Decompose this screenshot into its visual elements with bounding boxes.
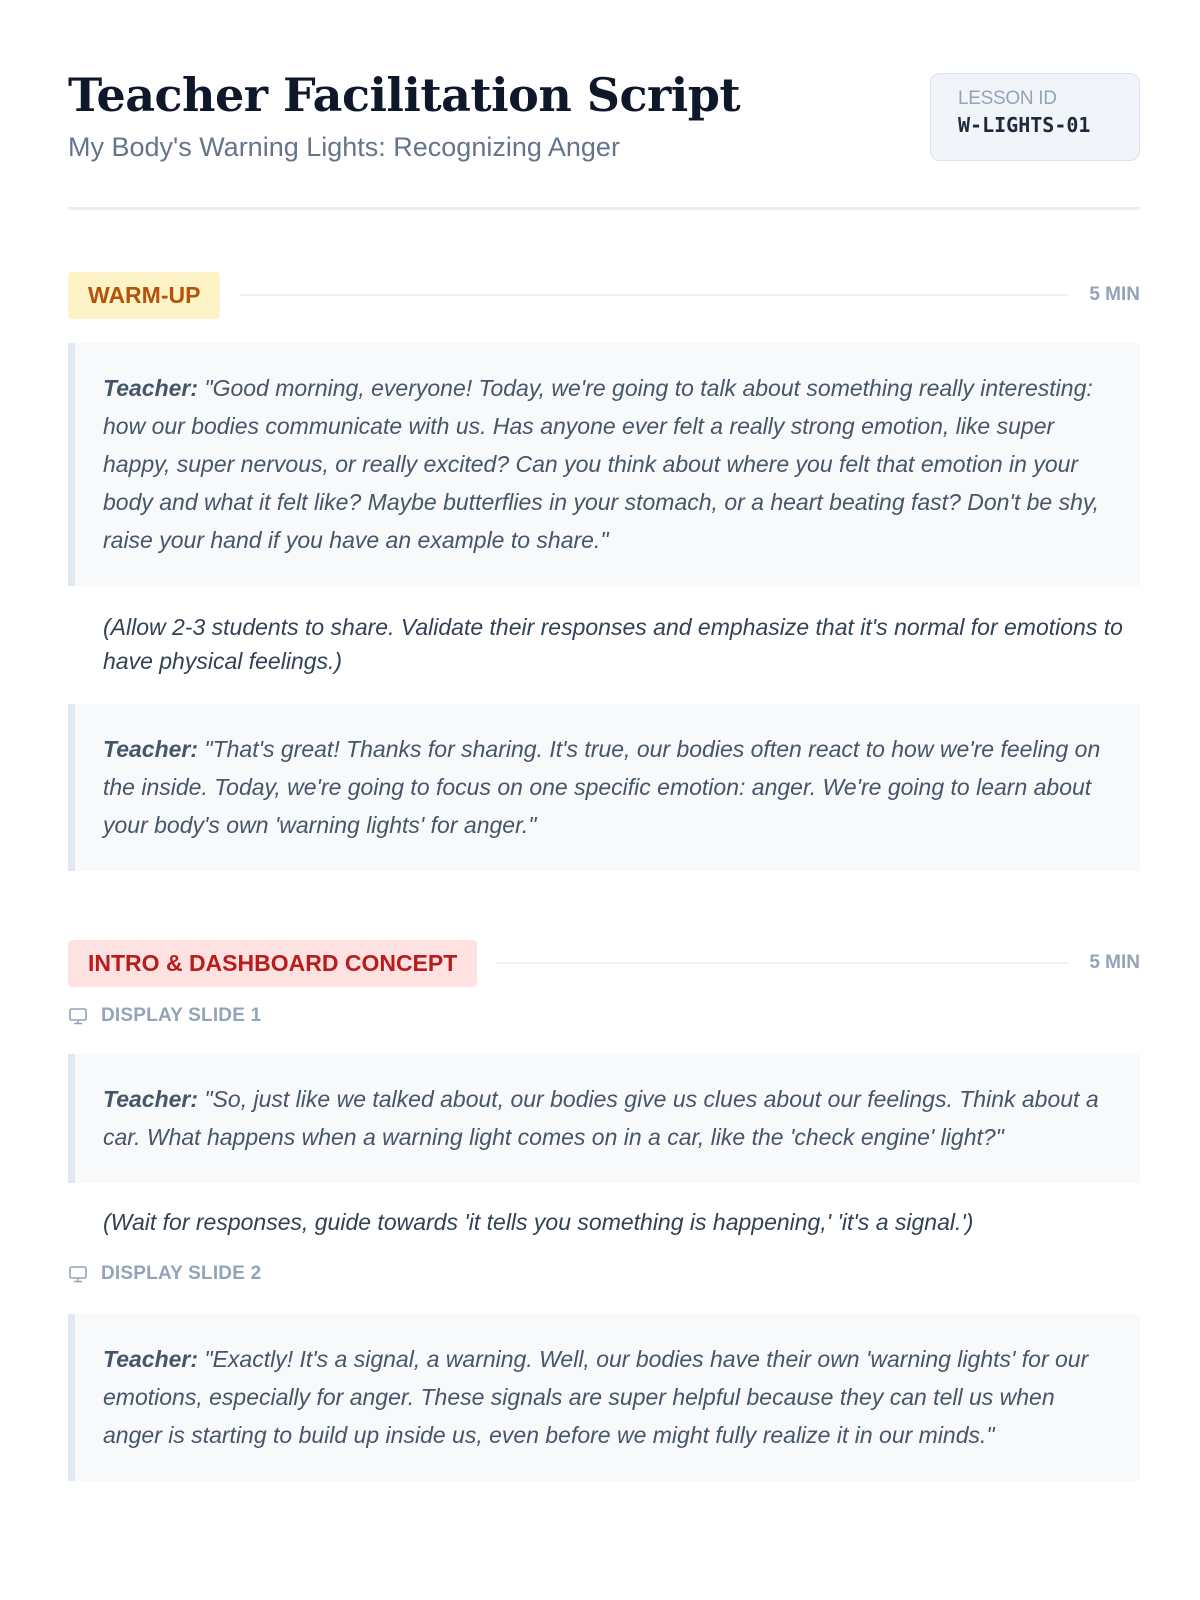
quote-text: "Exactly! It's a signal, a warning. Well, our bodies have their own 'warning lights' for our emotions, especially for anger. These signals are super helpful because they can tell us when anger is starting to build up inside us, even before we might fully realize it in our minds." bbox=[103, 1346, 1089, 1448]
speaker-label: Teacher: bbox=[103, 1086, 199, 1112]
teacher-quote bbox=[68, 343, 1140, 586]
speaker-label: Teacher: bbox=[103, 375, 199, 401]
slide-cue bbox=[68, 1001, 1140, 1031]
teacher-quote bbox=[68, 1054, 1140, 1183]
lesson-id-card bbox=[930, 73, 1140, 161]
section-divider bbox=[240, 294, 1069, 296]
section-header bbox=[68, 939, 1140, 987]
speaker-label: Teacher: bbox=[103, 736, 199, 762]
quote-text: "That's great! Thanks for sharing. It's true, our bodies often react to how we're feeling on the inside. Today, we're going to focus on one specific emotion: anger. We're going to learn about your body's own 'warning lights' for anger." bbox=[103, 736, 1101, 838]
section-duration: 5 MIN bbox=[1089, 284, 1140, 305]
page-header bbox=[68, 0, 1140, 210]
monitor-icon bbox=[68, 1264, 88, 1284]
page-title: Teacher Facilitation Script bbox=[68, 68, 741, 122]
section-warm-up bbox=[68, 271, 1140, 871]
speaker-label: Teacher: bbox=[103, 1346, 199, 1372]
section-intro-dashboard bbox=[68, 939, 1140, 1481]
quote-text: "So, just like we talked about, our bodies give us clues about our feelings. Think about a car. What happens when a warning light comes on in a car, like the 'check engine' light?" bbox=[103, 1086, 1099, 1150]
monitor-icon bbox=[68, 1006, 88, 1026]
stage-direction: (Wait for responses, guide towards 'it tells you something is happening,' 'it's a signal.') bbox=[103, 1209, 974, 1235]
teacher-quote bbox=[68, 1314, 1140, 1481]
section-divider bbox=[497, 962, 1069, 964]
page-subtitle: My Body's Warning Lights: Recognizing Anger bbox=[68, 132, 620, 162]
lesson-id-label: LESSON ID bbox=[958, 88, 1057, 109]
slide-cue bbox=[68, 1259, 1140, 1289]
section-tag: INTRO & DASHBOARD CONCEPT bbox=[68, 940, 477, 987]
section-header bbox=[68, 271, 1140, 319]
slide-cue-label: DISPLAY SLIDE 2 bbox=[101, 1263, 262, 1284]
stage-direction: (Allow 2-3 students to share. Validate their responses and emphasize that it's normal for emotions to have physical feelings.) bbox=[103, 614, 1123, 674]
slide-cue-label: DISPLAY SLIDE 1 bbox=[101, 1005, 262, 1026]
teacher-quote bbox=[68, 704, 1140, 871]
lesson-id-value: W-LIGHTS-01 bbox=[958, 113, 1091, 137]
quote-text: "Good morning, everyone! Today, we're going to talk about something really interesting: how our bodies communicate with us. Has anyone ever felt a really strong emotion, like super happy, super nervous, or really excited? Can you think about where you felt that emotion in your body and what it felt like? Maybe butterflies in your stomach, or a heart beating fast? Don't be shy, raise your hand if you have an example to share." bbox=[103, 375, 1100, 553]
section-tag: WARM-UP bbox=[68, 272, 220, 319]
section-duration: 5 MIN bbox=[1089, 952, 1140, 973]
script-page bbox=[68, 0, 1140, 1481]
